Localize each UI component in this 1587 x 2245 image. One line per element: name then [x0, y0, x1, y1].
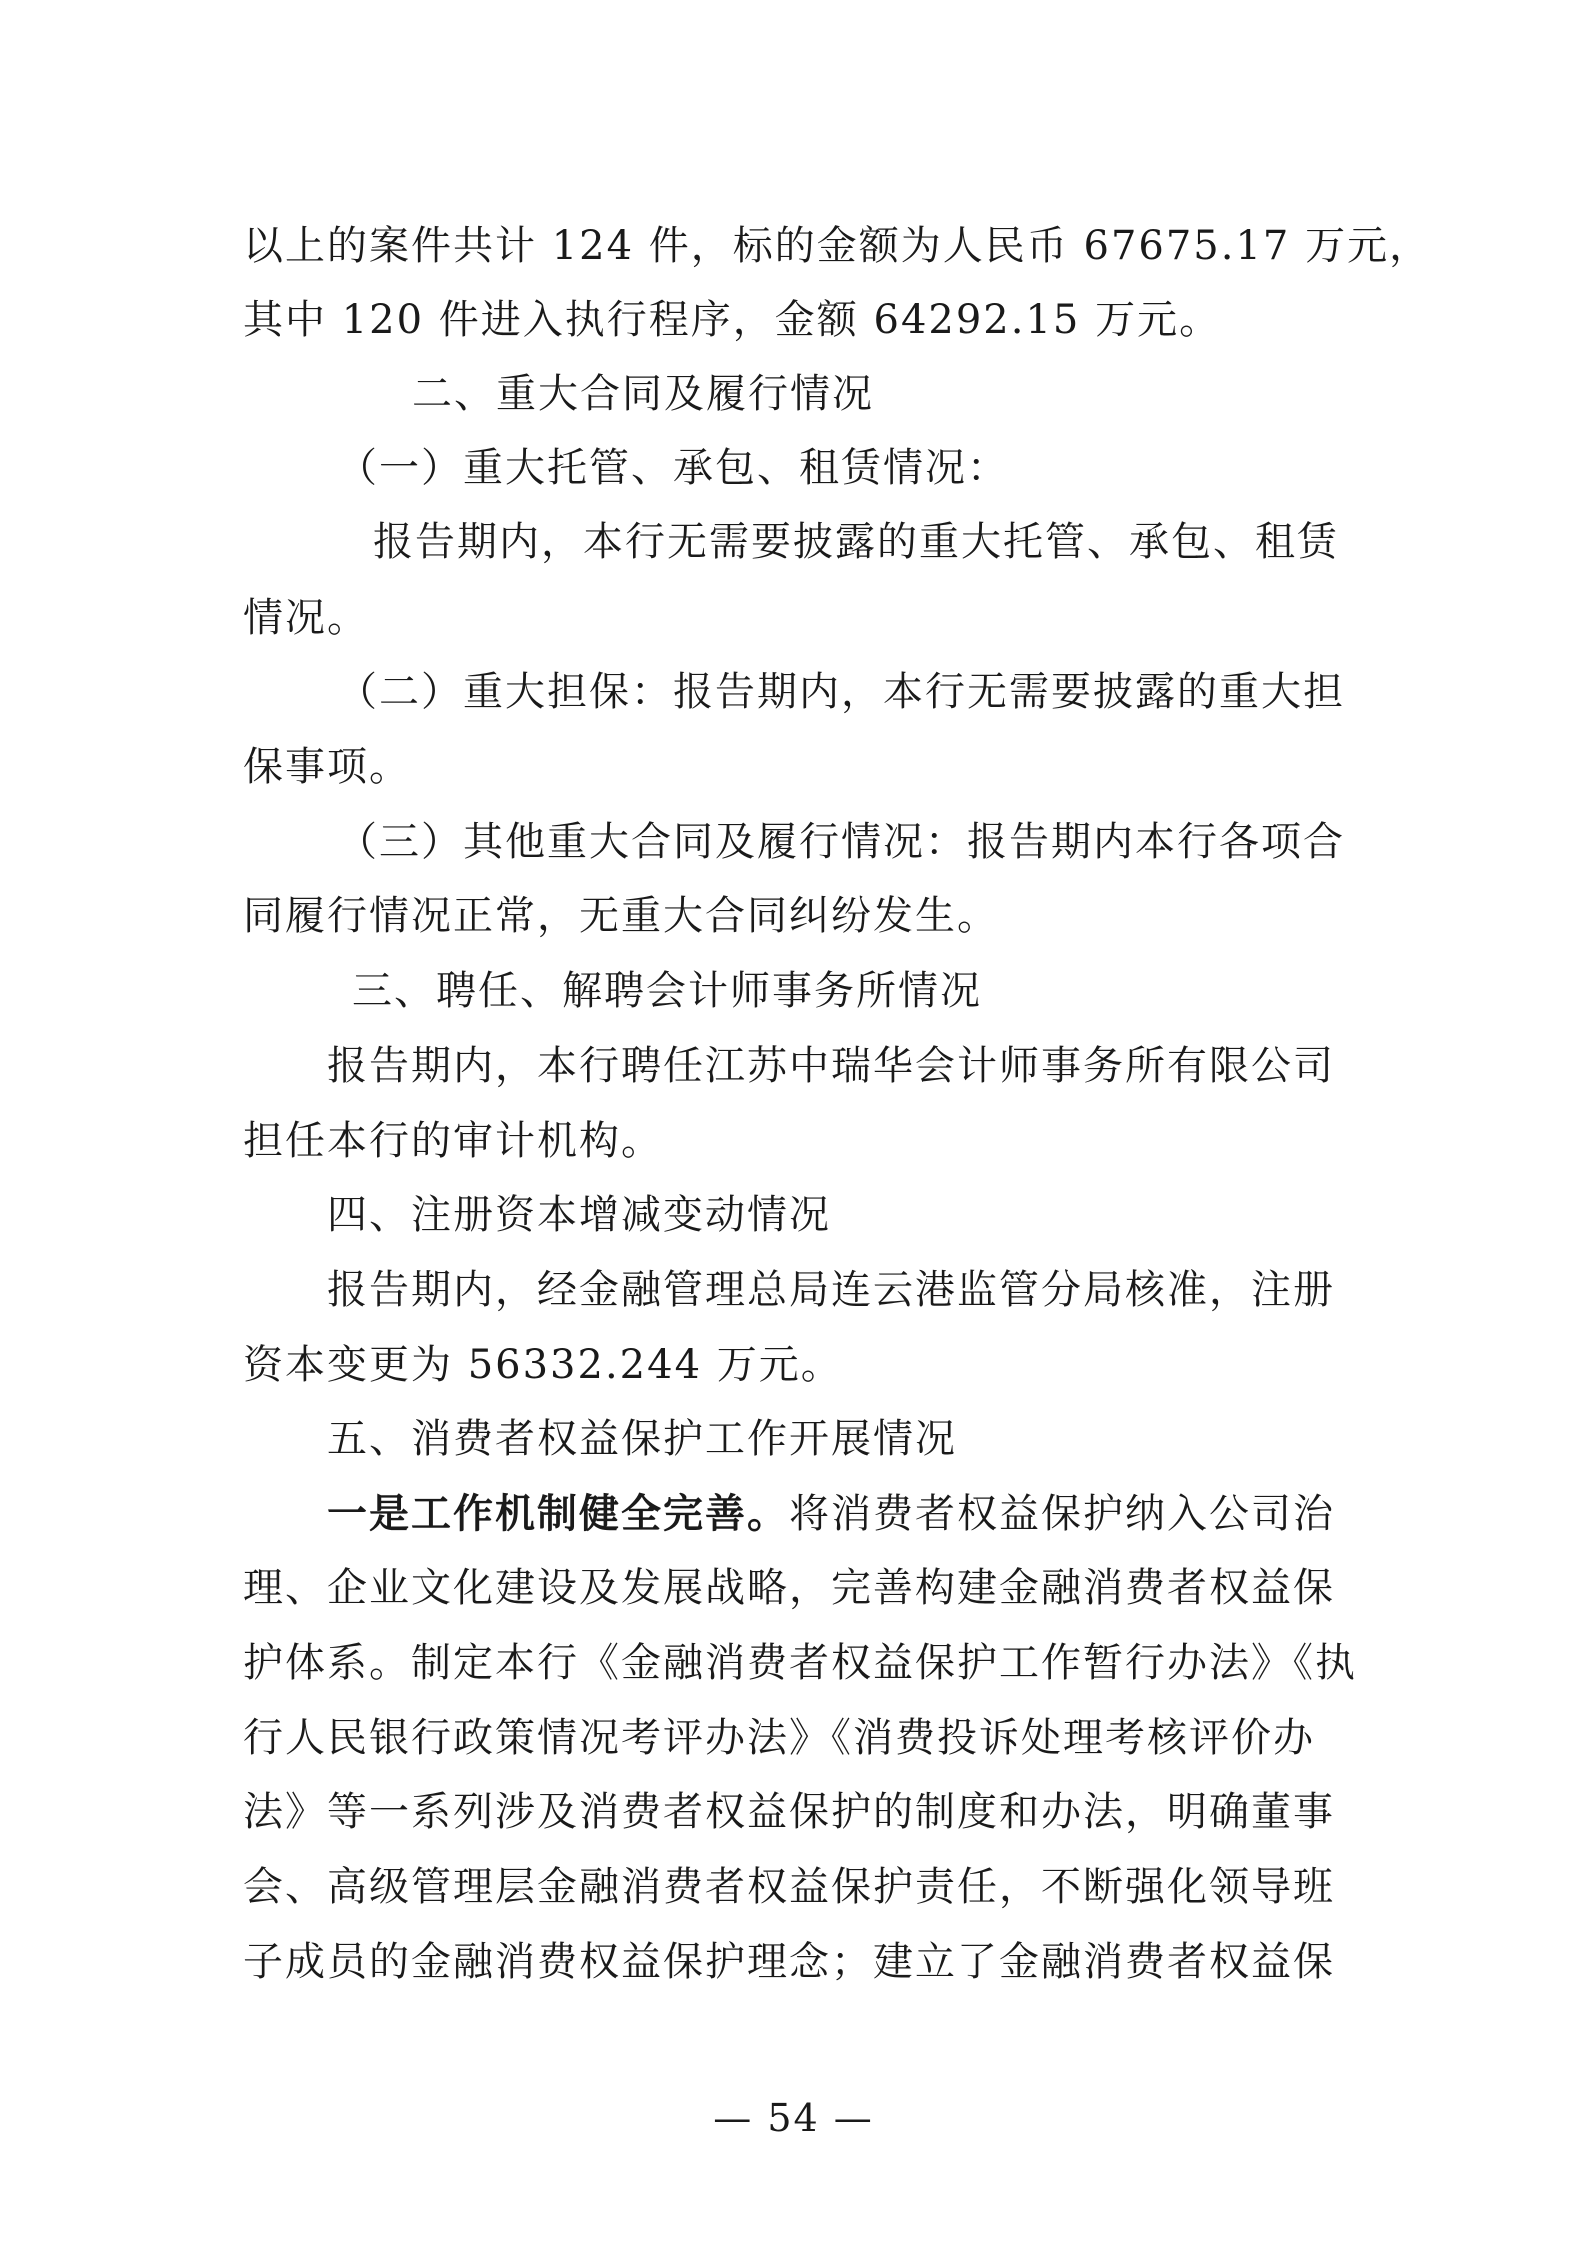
body-text-line: （三）其他重大合同及履行情况：报告期内本行各项合 — [337, 819, 1345, 865]
body-text-line: 担任本行的审计机构。 — [243, 1118, 663, 1164]
subsection-heading: （一）重大托管、承包、租赁情况： — [337, 445, 1009, 491]
body-text-line: 同履行情况正常，无重大合同纠纷发生。 — [243, 893, 999, 939]
body-text-line: 行人民银行政策情况考评办法》《消费投诉处理考核评价办 — [243, 1715, 1315, 1761]
body-text-line: 会、高级管理层金融消费者权益保护责任，不断强化领导班 — [243, 1864, 1335, 1910]
paragraph-lead: 一是工作机制健全完善。 — [327, 1490, 789, 1537]
body-text-line: 报告期内，本行聘任江苏中瑞华会计师事务所有限公司 — [327, 1043, 1335, 1089]
body-text-line: 资本变更为 56332.244 万元。 — [243, 1342, 843, 1388]
body-text-line: 报告期内，本行无需要披露的重大托管、承包、租赁 — [373, 519, 1339, 565]
body-text-line: 以上的案件共计 124 件，标的金额为人民币 67675.17 万元， — [243, 223, 1432, 269]
section-heading: 二、重大合同及履行情况 — [412, 371, 874, 417]
body-text-line: 情况。 — [243, 595, 369, 641]
page-number: — 54 — — [713, 2096, 874, 2140]
body-text-line: 法》等一系列涉及消费者权益保护的制度和办法，明确董事 — [243, 1789, 1335, 1835]
paragraph-text: 将消费者权益保护纳入公司治 — [789, 1491, 1335, 1537]
body-text-line — [327, 1490, 1335, 1538]
body-text-line: （二）重大担保：报告期内，本行无需要披露的重大担 — [337, 669, 1345, 715]
body-text-line: 护体系。制定本行《金融消费者权益保护工作暂行办法》《执 — [243, 1640, 1357, 1686]
body-text-line: 报告期内，经金融管理总局连云港监管分局核准，注册 — [327, 1267, 1335, 1313]
section-heading: 四、注册资本增减变动情况 — [327, 1192, 831, 1238]
body-text-line: 保事项。 — [243, 744, 411, 790]
body-text-line: 子成员的金融消费权益保护理念；建立了金融消费者权益保 — [243, 1939, 1335, 1985]
body-text-line: 其中 120 件进入执行程序，金额 64292.15 万元。 — [243, 297, 1222, 343]
section-heading: 三、聘任、解聘会计师事务所情况 — [352, 968, 982, 1014]
body-text-line: 理、企业文化建设及发展战略，完善构建金融消费者权益保 — [243, 1565, 1335, 1611]
section-heading: 五、消费者权益保护工作开展情况 — [327, 1416, 957, 1462]
